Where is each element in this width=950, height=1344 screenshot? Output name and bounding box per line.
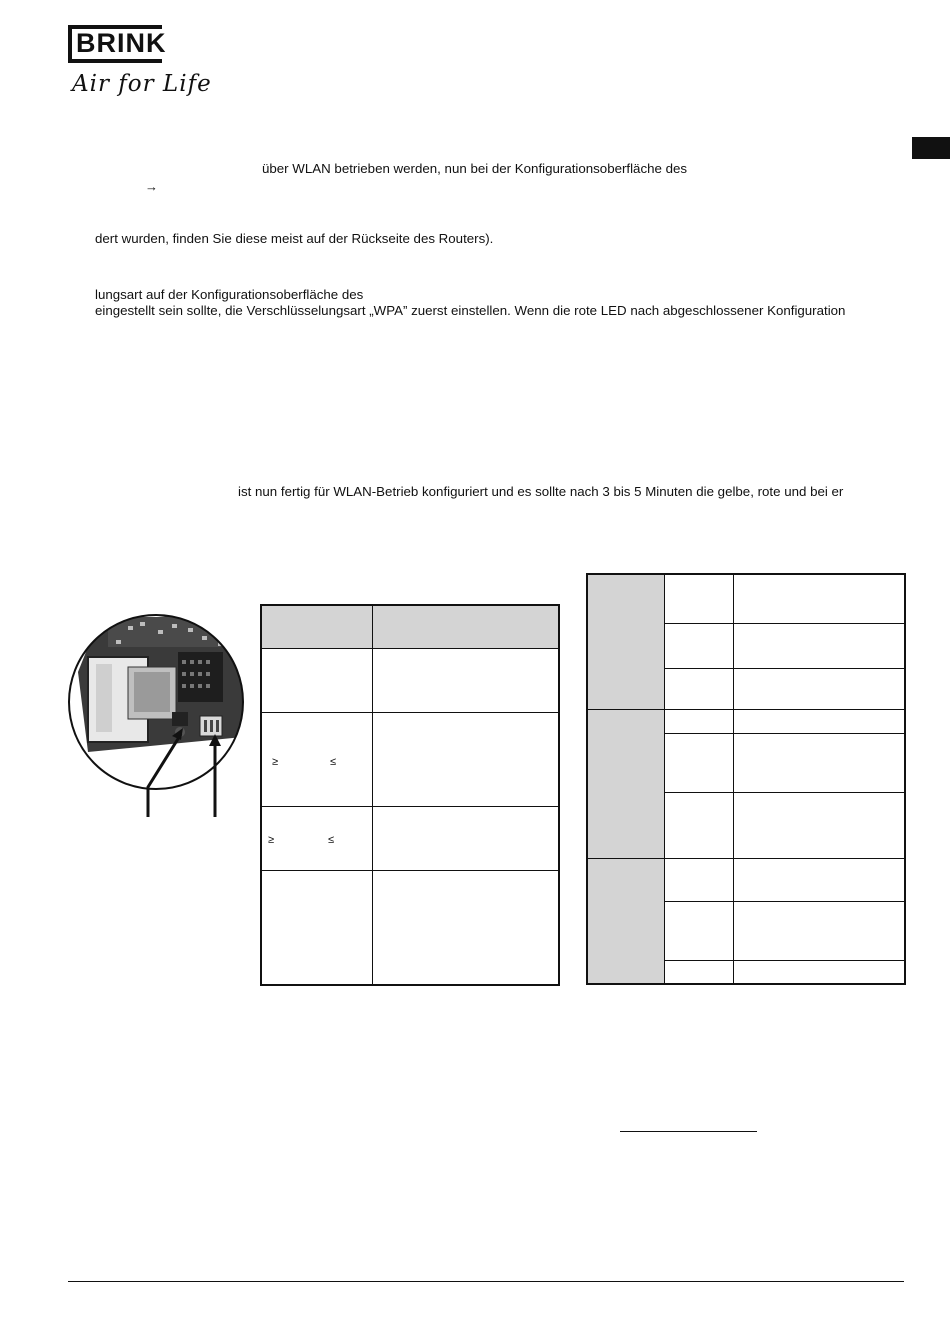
paragraph-line-4: eingestellt sein sollte, die Verschlüsselungsart „WPA” zuerst einstellen. Wenn die rote LED nach abgeschlossener Konfiguration	[95, 303, 846, 318]
row-divider	[665, 733, 904, 734]
group-divider	[588, 709, 904, 710]
column-divider	[733, 575, 734, 983]
row-divider	[262, 712, 558, 713]
footer-rule	[68, 1281, 904, 1282]
row-divider	[665, 792, 904, 793]
paragraph-line-1: über WLAN betrieben werden, nun bei der Konfigurationsoberfläche des	[262, 161, 688, 176]
group-label-column	[588, 575, 664, 983]
table-header-row	[262, 606, 558, 649]
link-underline	[620, 1131, 757, 1132]
row-divider	[665, 668, 904, 669]
led-meaning-table	[586, 573, 906, 985]
symbol-gte: ≥	[272, 756, 279, 768]
row-divider	[665, 960, 904, 961]
symbol-lte: ≤	[328, 834, 335, 846]
pcb-photo-illustration	[68, 612, 248, 822]
paragraph-line-5: ist nun fertig für WLAN-Betrieb konfiguriert und es sollte nach 3 bis 5 Minuten die gelbe, rote und bei er	[238, 484, 844, 499]
paragraph-line-3: lungsart auf der Konfigurationsoberfläche des	[95, 287, 364, 302]
column-divider	[372, 606, 373, 984]
arrow-glyph: →	[145, 179, 158, 194]
row-divider	[262, 806, 558, 807]
section-tab-marker	[912, 137, 950, 159]
row-divider	[665, 623, 904, 624]
group-divider	[588, 858, 904, 859]
symbol-gte: ≥	[268, 834, 275, 846]
pcb-photo	[68, 612, 248, 822]
column-divider	[664, 575, 665, 983]
brand-logo-text: BRINK	[76, 28, 167, 58]
symbol-lte: ≤	[330, 756, 337, 768]
led-status-table	[260, 604, 560, 986]
paragraph-line-2: dert wurden, finden Sie diese meist auf der Rückseite des Routers).	[95, 231, 494, 246]
row-divider	[665, 901, 904, 902]
brand-tagline: Air for Life	[72, 71, 212, 97]
row-divider	[262, 870, 558, 871]
